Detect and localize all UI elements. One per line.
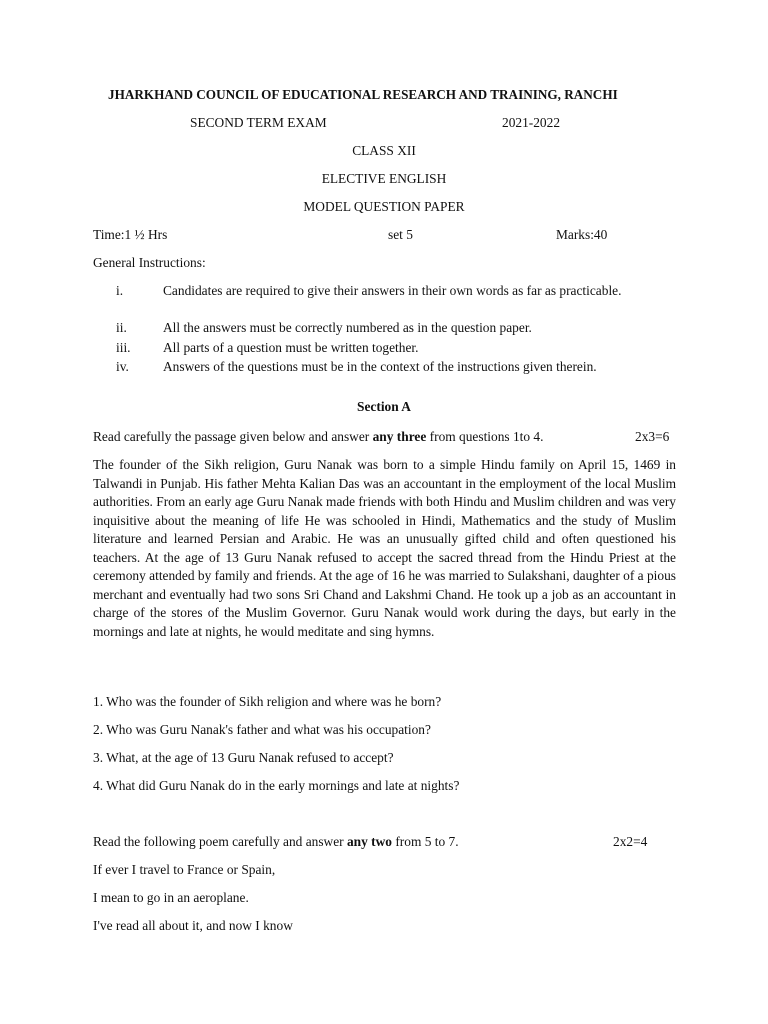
question-1: 1. Who was the founder of Sikh religion and where was he born?: [93, 694, 442, 709]
poem-instruction-emphasis: any two: [346, 834, 392, 849]
instruction-number: i.: [116, 283, 124, 298]
instruction-item: [92, 339, 672, 359]
poem-line: If ever I travel to France or Spain,: [93, 862, 276, 877]
poem-marks: 2x2=4: [613, 834, 648, 849]
instruction-number: iv.: [116, 359, 129, 374]
poem-instruction: [93, 833, 459, 851]
set-label: set 5: [388, 227, 413, 242]
passage-text: The founder of the Sikh religion, Guru Nanak was born to a simple Hindu family on April 15, 1469 in Talwandi in Punjab. His father Mehta Kalian Das was an accountant in the employment of the local Muslim authorities. From an early age Guru Nanak made friends with both Hindu and Muslim children and was very inquisitive about the meaning of life He was schooled in Hindi, Mathematics and the study of Muslim literature and learned Persian and Arabic. He was an unusually gifted child and often questioned his teachers. At the age of 13 Guru Nanak refused to accept the sacred thread from the Hindu Priest at the ceremony attended by family and friends. At the age of 16 he was married to Sulakshani, daughter of a pious merchant and eventually had two sons Sri Chand and Lakshmi Chand. He took up a job as an accountant in charge of the stores of the Muslim Governor. Guru Nanak would work during the days, but early in the mornings and late at nights, he would meditate and sing hymns.: [93, 457, 676, 639]
instruction-text: All the answers must be correctly numbered as in the question paper.: [163, 320, 532, 335]
paper-type-label: MODEL QUESTION PAPER: [303, 199, 465, 214]
instruction-text: Candidates are required to give their answers in their own words as far as practicable.: [163, 283, 622, 298]
poem-line: I've read all about it, and now I know: [93, 918, 293, 933]
question-2: 2. Who was Guru Nanak's father and what was his occupation?: [93, 722, 431, 737]
instructions-list: [92, 282, 672, 378]
subject-label: ELECTIVE ENGLISH: [321, 171, 447, 186]
instruction-number: ii.: [116, 320, 127, 335]
time-label: Time:1 ½ Hrs: [93, 227, 168, 242]
question-3: 3. What, at the age of 13 Guru Nanak refused to accept?: [93, 750, 394, 765]
marks-label: Marks:40: [556, 227, 608, 242]
passage-marks: 2x3=6: [635, 429, 670, 444]
instruction-item: [92, 282, 672, 319]
class-label: CLASS XII: [352, 143, 416, 158]
exam-year: 2021-2022: [502, 115, 561, 130]
passage-instruction-text: Read carefully the passage given below and answer: [93, 429, 373, 444]
instruction-text: Answers of the questions must be in the context of the instructions given therein.: [163, 359, 597, 374]
instruction-item: [92, 319, 672, 339]
passage-instruction-emphasis: any three: [372, 429, 427, 444]
instruction-item: [92, 358, 672, 378]
instructions-heading: General Instructions:: [93, 255, 206, 270]
poem-line: I mean to go in an aeroplane.: [93, 890, 249, 905]
poem-instruction-text: Read the following poem carefully and answer: [93, 834, 347, 849]
passage-instruction: [93, 428, 543, 446]
instruction-number: iii.: [116, 339, 131, 355]
section-a-title: Section A: [357, 399, 411, 414]
question-4: 4. What did Guru Nanak do in the early mornings and late at nights?: [93, 778, 460, 793]
poem-instruction-text-end: from 5 to 7.: [391, 834, 459, 849]
exam-name: SECOND TERM EXAM: [190, 115, 327, 130]
institution-title: JHARKHAND COUNCIL OF EDUCATIONAL RESEARCH AND TRAINING, RANCHI: [108, 87, 618, 102]
instruction-text: All parts of a question must be written together.: [163, 339, 419, 355]
passage-instruction-text-end: from questions 1to 4.: [426, 429, 544, 444]
